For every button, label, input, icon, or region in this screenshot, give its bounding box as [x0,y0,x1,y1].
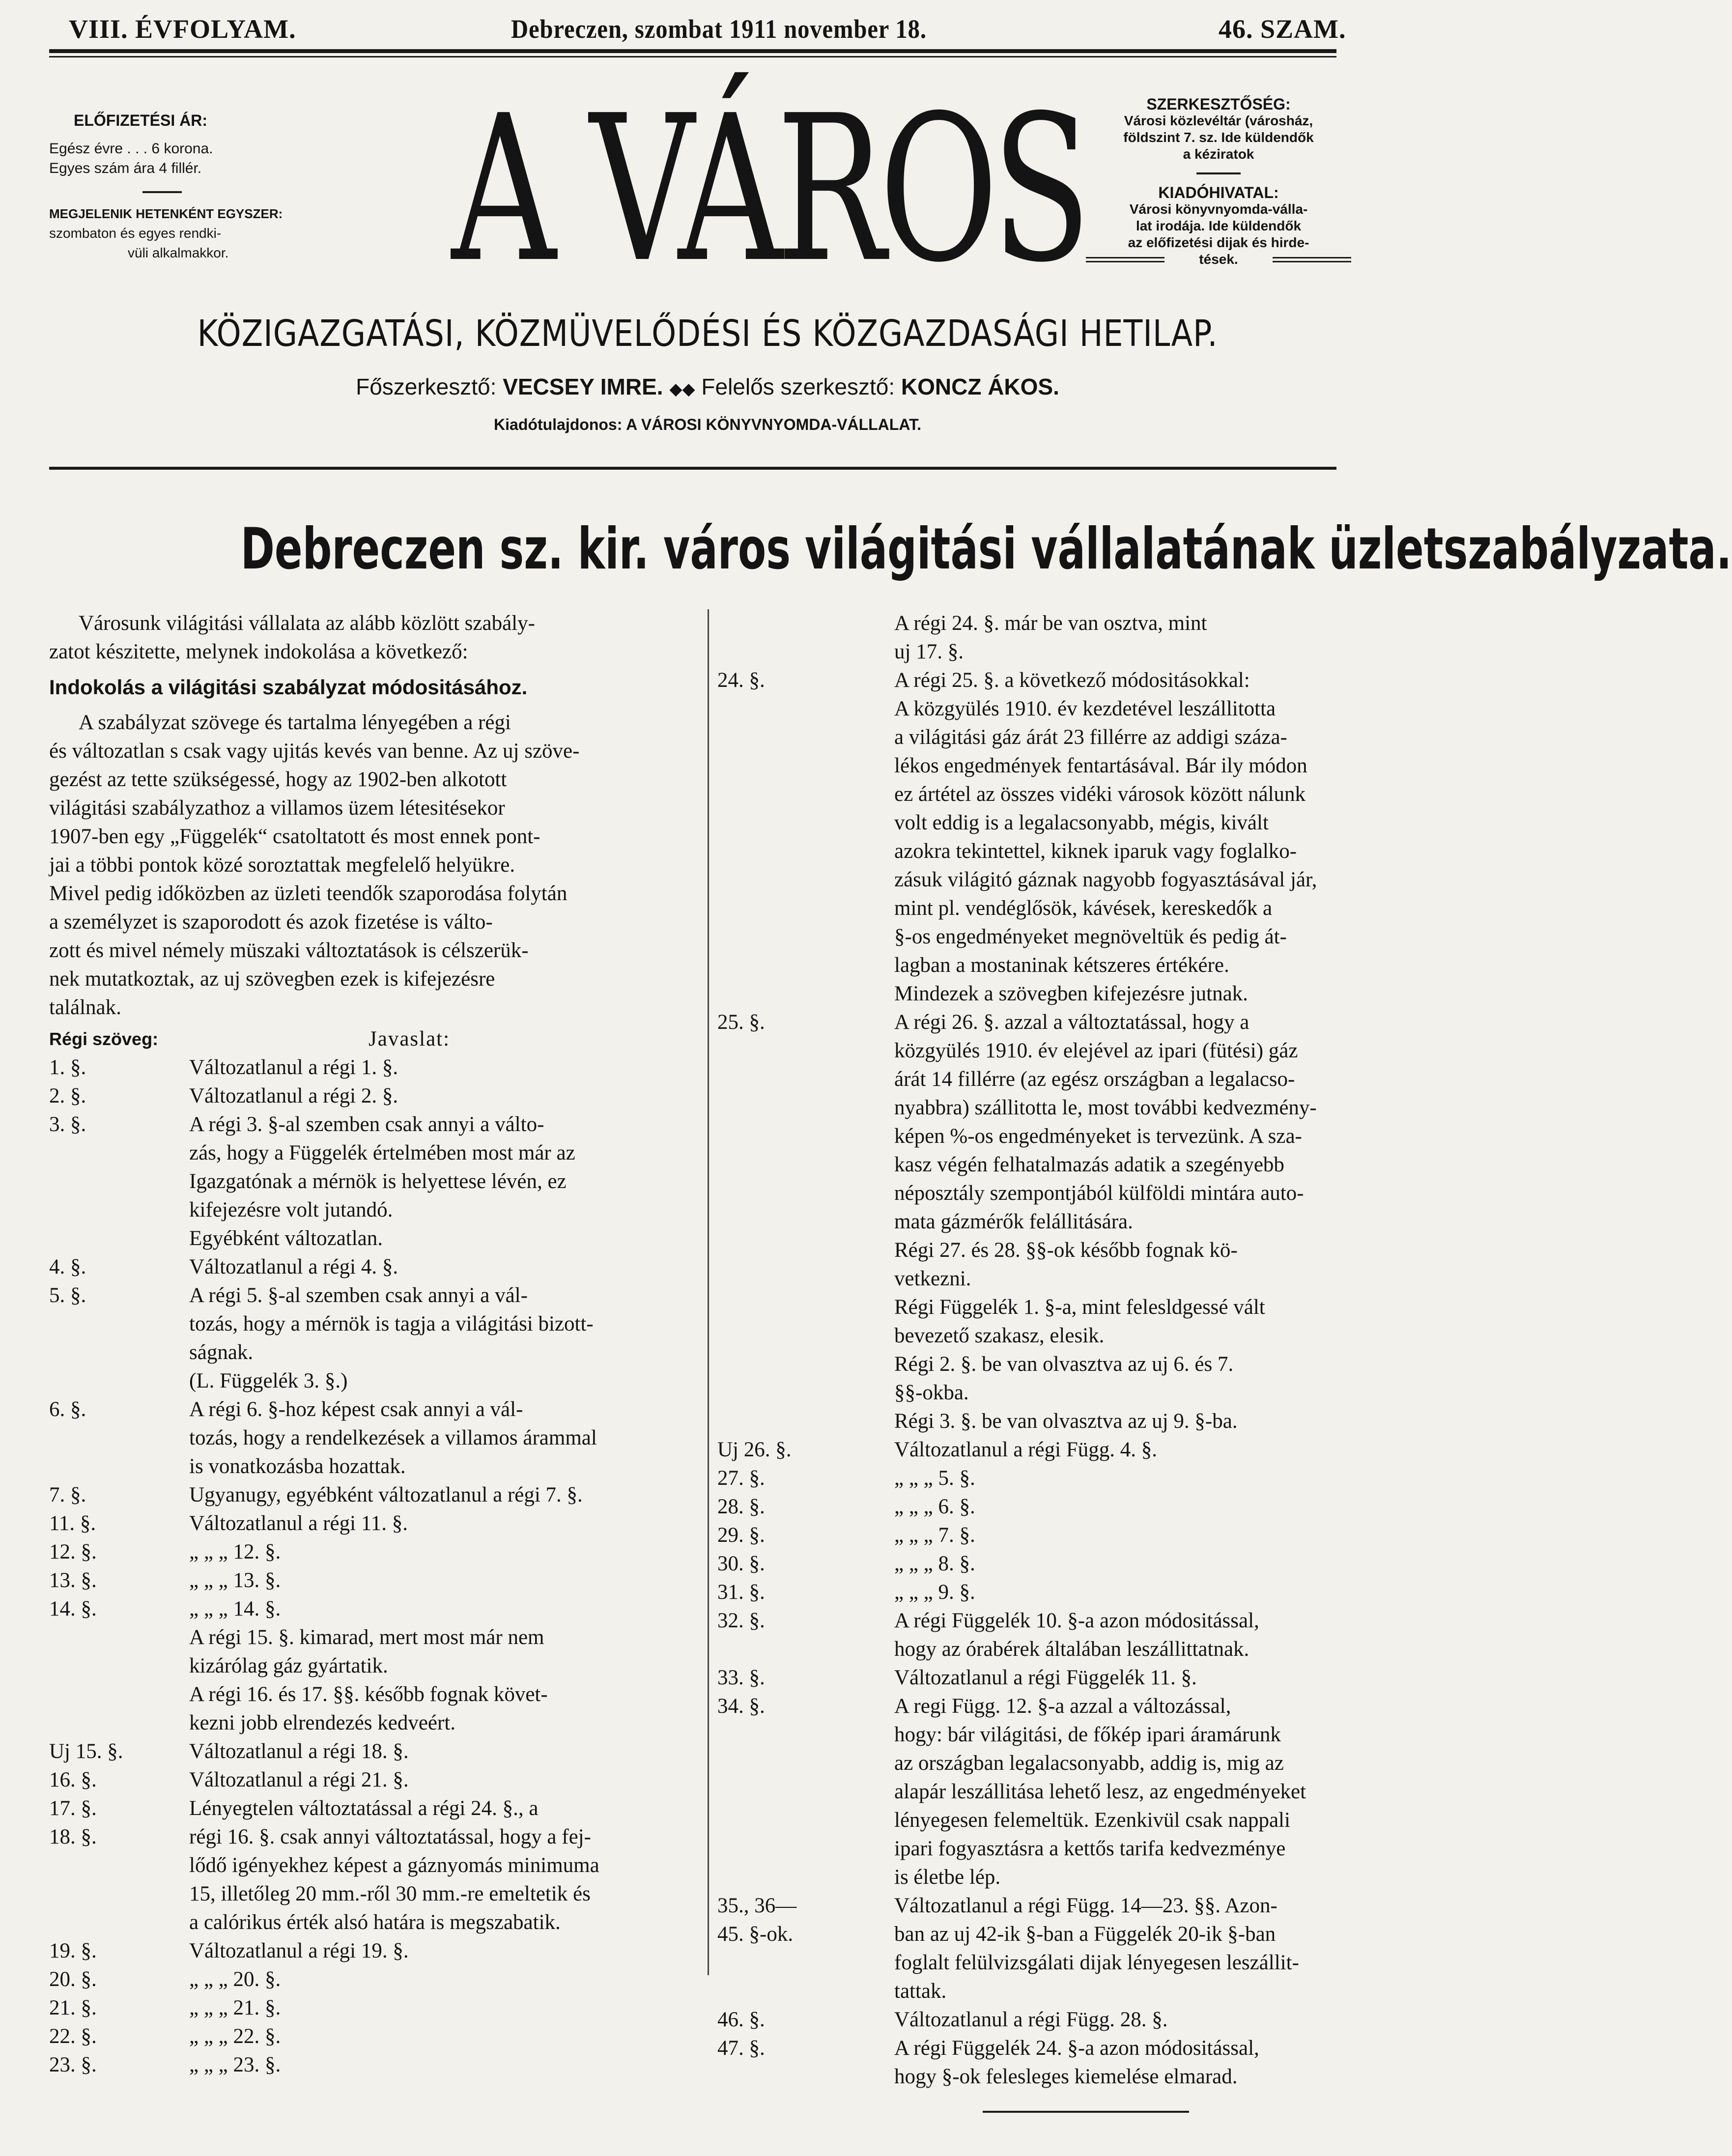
section-text: bevezető szakasz, elesik. [894,1324,1105,1347]
editorial-line-2: földszint 7. sz. Ide küldendők [1123,130,1314,145]
section-text: Régi 27. és 28. §§-ok később fognak kö- [894,1239,1238,1262]
section-text: azokra tekintettel, kiknek iparuk vagy foglalko- [894,840,1297,863]
section-row [717,923,1356,951]
section-number: 3. §. [49,1113,86,1136]
section-row [717,1493,1356,1521]
editorial-divider [1196,172,1241,174]
price-issue: Egyes szám ára 4 fillér. [49,160,202,176]
paragraph-line: jai a többi pontok közé soroztattak megfelelő helyükre. [49,853,515,877]
section-text: lékos engedmények fentartásával. Bár ily módon [894,754,1307,777]
editorial-title: SZERKESZTŐSÉG: [1146,95,1291,113]
section-text: A régi 16. és 17. §§. később fognak követ- [189,1683,548,1706]
section-row [717,780,1356,809]
section-text: A régi 5. §-al szemben csak annyi a vál- [189,1284,528,1307]
section-number: 14. §. [49,1597,97,1620]
section-row [717,752,1356,780]
masthead-subtitle: KÖZIGAZGATÁSI, KÖZMÜVELŐDÉSI ÉS KÖZGAZDASÁGI HETILAP. [197,312,1218,355]
section-row [717,2034,1356,2063]
section-text: zásuk világitó gáznak nagyobb fogyasztásával jár, [894,868,1317,891]
section-text: mint pl. vendéglősök, kávések, kereskedők a [894,897,1273,920]
publishing-title: KIADÓHIVATAL: [1158,184,1279,201]
section-number: Uj 15. §. [49,1740,123,1763]
section-row [717,1122,1356,1151]
editors-line [147,373,1268,400]
section-number: 11. §. [49,1512,96,1535]
top-rule [49,49,1336,53]
section-row [717,1749,1356,1778]
section-number: 46. §. [717,2008,765,2031]
section-text: hogy: bár világitási, de főkép ipari áramárunk [894,1723,1281,1746]
section-text: „ „ „ 23. §. [189,2053,281,2076]
section-row [49,1794,703,1823]
section-text: Változatlanul a régi 21. §. [189,1768,409,1791]
section-row [717,1379,1356,1407]
masthead-bottom-rule [49,467,1336,470]
section-row [49,1538,703,1566]
section-row [717,609,1356,638]
section-text: lagban a mostaninak kétszeres értékére. [894,954,1229,977]
section-row [717,723,1356,752]
paragraph-line: 1907-ben egy „Függelék“ csatoltatott és most ennek pont- [49,825,540,848]
section-row [717,695,1356,723]
section-text: kezni jobb elrendezés kedveért. [189,1711,456,1734]
separator-icon: ◆◆ [669,380,695,398]
section-row [717,1578,1356,1607]
section-row [49,1880,703,1908]
publishing-line-1: Városi könyvnyomda-válla- [1129,201,1308,217]
section-row [49,1965,703,1994]
section-text: Változatlanul a régi 4. §. [189,1255,398,1278]
section-text: A régi 24. §. már be van osztva, mint [894,612,1207,635]
section-text: „ „ „ 8. §. [894,1552,975,1575]
article-end-rule [983,2111,1189,2113]
section-text: Változatlanul a régi 11. §. [189,1512,408,1535]
section-row [717,1721,1356,1749]
section-number: 33. §. [717,1666,765,1689]
section-row [49,1253,703,1281]
publisher-name: A VÁROSI KÖNYVNYOMDA-VÁLLALAT. [626,416,921,433]
section-text: árát 14 fillérre (az egész országban a legalacso- [894,1068,1295,1091]
section-number: 23. §. [49,2053,97,2076]
section-text: „ „ „ 12. §. [189,1540,281,1563]
section-number: 30. §. [717,1552,765,1575]
chief-editor-label: Főszerkesztő: [356,374,497,399]
justification-paragraph [49,709,703,1022]
section-number: 28. §. [717,1495,765,1518]
section-row [49,1082,703,1110]
section-text: Régi Függelék 1. §-a, mint felesldgessé vált [894,1296,1265,1319]
section-row [49,1709,703,1737]
section-text: hogy §-ok felesleges kiemelése elmarad. [894,2065,1238,2088]
section-text: is vonatkozásba hozattak. [189,1455,406,1478]
section-row [717,1407,1356,1436]
section-text: is életbe lép. [894,1866,1001,1889]
left-items [49,1053,703,2079]
section-row [49,1424,703,1452]
publishing-line-3: az előfizetési dijak és hirde- [1128,235,1309,250]
section-row [717,980,1356,1008]
section-text: az országban legalacsonyabb, addig is, mig az [894,1752,1284,1775]
section-text: 15, illetőleg 20 mm.-ről 30 mm.-re emeltetik és [189,1882,591,1905]
section-text: régi 16. §. csak annyi változtatással, hogy a fej- [189,1825,591,1848]
section-number: 25. §. [717,1011,765,1034]
section-number: 27. §. [717,1467,765,1490]
section-text: Egyébként változatlan. [189,1227,383,1250]
section-text: a calórikus érték alsó határa is megszabatik. [189,1911,561,1934]
section-row [717,809,1356,837]
section-row [717,1322,1356,1350]
section-row [717,1008,1356,1037]
section-row [49,1481,703,1509]
section-row [49,1338,703,1367]
price-divider [142,191,182,193]
section-text: képen %-os engedményeket is tervezünk. A sza- [894,1125,1302,1148]
section-row [717,866,1356,894]
section-text: nyabbra) szállitotta le, most további kedvezmény- [894,1096,1317,1119]
section-row [717,1949,1356,1977]
deco-rule-right-2 [1273,261,1351,262]
section-number: 16. §. [49,1768,97,1791]
paragraph-line: zott és mivel némely müszaki változtatások is célszerük- [49,939,529,962]
top-bar [0,9,1415,48]
deco-rule-left-2 [1086,261,1164,262]
section-text: Változatlanul a régi 18. §. [189,1740,409,1763]
section-row [49,1566,703,1595]
section-number: 6. §. [49,1398,86,1421]
dateline: Debreczen, szombat 1911 november 18. [511,14,927,44]
section-row [717,1151,1356,1179]
section-text: kizárólag gáz gyártatik. [189,1654,388,1677]
section-row [717,1635,1356,1664]
section-row [717,1920,1356,1949]
section-text: A régi 3. §-al szemben csak annyi a válto- [189,1113,544,1136]
section-number: 17. §. [49,1797,97,1820]
section-number: 45. §-ok. [717,1923,794,1946]
section-text: a világitási gáz árát 23 fillérre az addigi száza- [894,726,1287,749]
section-row [717,666,1356,695]
section-number: 24. §. [717,669,765,692]
section-text: Régi 3. §. be van olvasztva az uj 9. §-ba. [894,1410,1238,1433]
section-text: ipari fogyasztásra a kettős tarifa kedvezménye [894,1837,1286,1860]
section-text: kifejezésre volt jutandó. [189,1198,393,1221]
section-text: ságnak. [189,1341,254,1364]
section-number: 21. §. [49,1996,97,2019]
section-text: „ „ „ 21. §. [189,1996,281,2019]
section-row [49,1851,703,1880]
section-number: 32. §. [717,1609,765,1632]
section-number: 13. §. [49,1569,97,1592]
masthead-logo: A VÁROS [451,72,1085,307]
section-row [717,1892,1356,1920]
paragraph-line: nek mutatkoztak, az uj szövegben ezek is kifejezésre [49,967,495,991]
section-text: kasz végén felhatalmazás adatik a szegényebb [894,1153,1284,1176]
section-row [49,1595,703,1623]
section-row [717,1065,1356,1094]
section-text: Változatlanul a régi 19. §. [189,1939,409,1962]
section-number: 29. §. [717,1524,765,1547]
column-divider [708,609,709,1975]
section-text: „ „ „ 14. §. [189,1597,281,1620]
right-column [717,609,1356,2113]
section-text: Változatlanul a régi 2. §. [189,1084,398,1107]
left-column [49,609,703,2079]
section-row [49,1367,703,1395]
managing-editor-label: Felelős szerkesztő: [701,374,895,399]
section-row [49,1994,703,2022]
section-row [717,1179,1356,1208]
section-text: Változatlanul a régi Függ. 14—23. §§. Azon- [894,1894,1278,1917]
section-text: Régi 2. §. be van olvasztva az uj 6. és 7. [894,1353,1234,1376]
section-text: A regi Függ. 12. §-a azzal a változással, [894,1695,1231,1718]
section-row [49,1766,703,1794]
price-box [49,111,324,263]
section-row [717,837,1356,866]
section-number: 18. §. [49,1825,97,1848]
section-text: hogy az órabérek általában leszállittatnak. [894,1638,1249,1661]
section-row [717,2006,1356,2034]
section-row [717,638,1356,666]
old-text-heading: Régi szöveg: [49,1029,159,1049]
section-text: A közgyülés 1910. év kezdetével leszállitotta [894,697,1276,720]
section-text: A régi Függelék 24. §-a azon módositással, [894,2037,1259,2060]
section-row [717,1607,1356,1635]
section-text: A régi 6. §-hoz képest csak annyi a vál- [189,1398,523,1421]
section-text: tattak. [894,1980,947,2003]
section-text: Változatlanul a régi Függ. 28. §. [894,2008,1168,2031]
article-headline: Debreczen sz. kir. város világitási vállalatának üzletszabályzata. [240,516,1732,582]
section-row [49,1053,703,1082]
section-row [717,1521,1356,1550]
section-row [717,1208,1356,1236]
section-number: 34. §. [717,1695,765,1718]
section-row [49,1281,703,1310]
section-text: ez ártétel az összes vidéki városok között nálunk [894,783,1306,806]
section-number: 22. §. [49,2025,97,2048]
section-number: 35., 36— [717,1894,797,1917]
section-row [49,1908,703,1937]
issue-number: 46. SZAM. [1219,14,1346,44]
section-text: ban az uj 42-ik §-ban a Függelék 20-ik §-ban [894,1923,1276,1946]
appear-title: MEGJELENIK HETENKÉNT EGYSZER: [49,206,283,221]
section-row [717,1806,1356,1835]
section-row [717,1265,1356,1293]
section-text: volt eddig is a legalacsonyabb, mégis, kivált [894,811,1269,834]
section-text: zás, hogy a Függelék értelmében most már az [189,1141,575,1164]
section-text: Változatlanul a régi Függ. 4. §. [894,1438,1157,1461]
top-rule-thin [49,56,1336,57]
section-number: 19. §. [49,1939,97,1962]
section-text: Változatlanul a régi 1. §. [189,1056,398,1079]
section-text: §§-okba. [894,1381,969,1404]
section-row [49,1196,703,1224]
section-row [49,2051,703,2079]
section-row [717,1293,1356,1322]
section-row [717,1664,1356,1692]
section-row [49,1139,703,1167]
intro-line-2: zatot készitette, melynek indokolása a következő: [49,640,468,663]
section-number: 2. §. [49,1084,86,1107]
section-number: 7. §. [49,1483,86,1506]
section-row [49,1737,703,1766]
section-row [717,951,1356,980]
section-text: uj 17. §. [894,640,964,663]
section-row [717,1550,1356,1578]
section-row [49,1823,703,1851]
section-text: „ „ „ 7. §. [894,1524,975,1547]
price-title: ELŐFIZETÉSI ÁR: [74,112,207,129]
section-row [49,1937,703,1965]
section-text: „ „ „ 5. §. [894,1467,975,1490]
section-row [717,1436,1356,1464]
paragraph-line: világitási szabályzathoz a villamos üzem létesitésekor [49,796,505,820]
publishing-line-2: lat irodája. Ide küldendők [1136,218,1302,233]
right-items [717,609,1356,2091]
section-text: tozás, hogy a mérnök is tagja a világitási bizott- [189,1312,594,1335]
section-row [717,1977,1356,2006]
editorial-box [1081,96,1356,268]
proposal-heading: Javaslat: [369,1027,451,1050]
section-row [49,1652,703,1680]
section-text: vetkezni. [894,1267,971,1290]
publisher-label: Kiadótulajdonos: [494,416,623,433]
section-number: 12. §. [49,1540,97,1563]
section-text: lődő igényekhez képest a gáznyomás minimuma [189,1854,599,1877]
section-text: „ „ „ 6. §. [894,1495,975,1518]
section-row [717,1350,1356,1379]
volume-label: VIII. ÉVFOLYAM. [69,14,296,44]
section-row [49,1452,703,1481]
section-text: §-os engedményeket megnöveltük és pedig át- [894,925,1287,948]
paragraph-line: gezést az tette szükségessé, hogy az 1902-ben alkotott [49,768,507,791]
section-text: „ „ „ 20. §. [189,1968,281,1991]
section-row [49,1623,703,1652]
section-row [717,1778,1356,1806]
section-row [717,1835,1356,1863]
managing-editor-name: KONCZ ÁKOS. [901,374,1059,399]
paragraph-line: Mivel pedig időközben az üzleti teendők szaporodása folytán [49,882,568,905]
section-text: mata gázmérők felállitására. [894,1210,1133,1233]
section-row [717,894,1356,923]
publisher-line [246,416,1169,434]
section-number: Uj 26. §. [717,1438,792,1461]
section-row [49,1110,703,1139]
section-row [49,1395,703,1424]
section-text: Lényegtelen változtatással a régi 24. §., a [189,1797,539,1820]
section-number: 47. §. [717,2037,765,2060]
section-text: Igazgatónak a mérnök is helyettese lévén, ez [189,1170,567,1193]
section-row [49,2022,703,2051]
section-number: 31. §. [717,1581,765,1604]
section-row [49,1167,703,1196]
section-row [49,1310,703,1338]
section-row [717,1464,1356,1493]
publishing-line-4: tések. [1199,252,1238,267]
section-number: 20. §. [49,1968,97,1991]
paragraph-line: A szabályzat szövege és tartalma lényegében a régi [79,711,511,734]
section-text: közgyülés 1910. év elejével az ipari (fütési) gáz [894,1039,1298,1062]
section-text: „ „ „ 13. §. [189,1569,281,1592]
section-text: A régi 25. §. a következő módositásokkal: [894,669,1250,692]
section-text: „ „ „ 9. §. [894,1581,975,1604]
section-text: (L. Függelék 3. §.) [189,1369,348,1392]
section-text: tozás, hogy a rendelkezések a villamos árammal [189,1426,597,1449]
section-row [49,1224,703,1253]
deco-rule-left [1086,257,1164,258]
section-text: Ugyanugy, egyébként változatlanul a régi 7. §. [189,1483,583,1506]
paragraph-line: és változatlan s csak vagy ujitás kevés van benne. Az uj szöve- [49,739,580,763]
section-text: A régi Függelék 10. §-a azon módositással, [894,1609,1259,1632]
appear-text-1: szombaton és egyes rendki- [49,226,222,241]
appear-text-2: vüli alkalmakkor. [128,245,229,260]
section-text: Változatlanul a régi Függelék 11. §. [894,1666,1197,1689]
section-text: „ „ „ 22. §. [189,2025,281,2048]
section-text: alapár leszállitása lehető lesz, az engedményeket [894,1780,1306,1803]
section-text: A régi 26. §. azzal a változtatással, hogy a [894,1011,1249,1034]
editorial-line-1: Városi közlevéltár (városház, [1124,113,1313,128]
intro-line-1: Városunk világitási vállalata az alább közlött szabály- [79,612,535,635]
section-number: 1. §. [49,1056,86,1079]
paragraph-line: a személyzet is szaporodott és azok fizetése is válto- [49,910,493,934]
section-row [717,1037,1356,1065]
deco-rule-right [1273,257,1351,258]
price-year: Egész évre . . . 6 korona. [49,141,213,157]
section-text: foglalt felülvizsgálati dijak lényegesen leszállit- [894,1951,1299,1974]
section-text: lényegesen felemeltük. Ezenkivül csak nappali [894,1809,1290,1832]
section-row [717,1094,1356,1122]
publishing-line-4-wrap [1081,251,1356,268]
section-row [49,1509,703,1538]
section-text: Mindezek a szövegben kifejezésre jutnak. [894,982,1248,1005]
chief-editor-name: VECSEY IMRE. [503,374,663,399]
section-row [717,2063,1356,2091]
column-headings [49,1025,703,1053]
subheading: Indokolás a világitási szabályzat módositásához. [49,676,528,699]
section-number: 4. §. [49,1255,86,1278]
section-text: néposztály szempontjából külföldi mintára auto- [894,1182,1304,1205]
section-row [717,1236,1356,1265]
section-row [49,1680,703,1709]
section-row [717,1692,1356,1721]
paragraph-line: találnak. [49,996,121,1019]
section-row [717,1863,1356,1892]
section-number: 5. §. [49,1284,86,1307]
section-text: A régi 15. §. kimarad, mert most már nem [189,1626,544,1649]
editorial-line-3: a kéziratok [1183,146,1254,162]
